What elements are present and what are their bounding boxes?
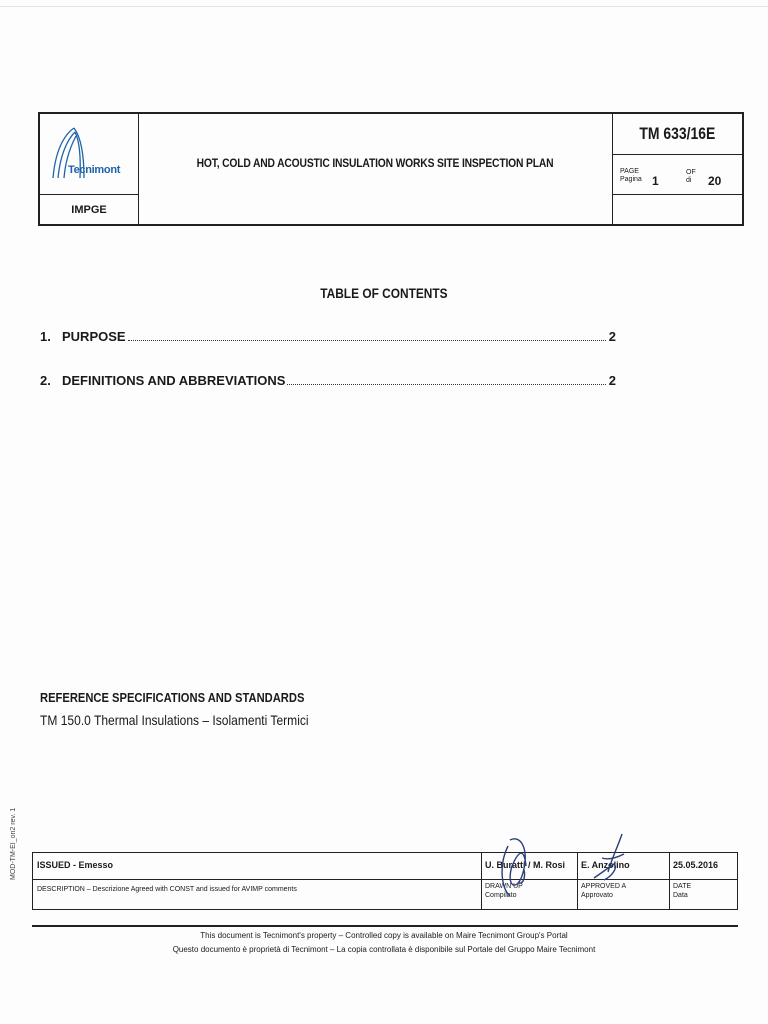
toc-entry-label: PURPOSE <box>62 329 126 344</box>
blank-cell <box>612 194 742 224</box>
signature-approved <box>578 828 638 888</box>
toc-leader-dots <box>128 339 606 341</box>
references-heading <box>40 690 347 705</box>
toc-entry-page: 2 <box>608 373 616 388</box>
drawn-by-names: U. Buratti / M. Rosi <box>485 860 566 870</box>
page-label-en: PAGE <box>620 168 639 175</box>
date-label-en: DATE <box>673 883 692 890</box>
logo-wordmark: Tecnimont <box>68 164 121 176</box>
of-label-en: OF <box>686 169 696 176</box>
toc-entry-number: 1. <box>40 329 51 344</box>
signature-drawn <box>488 826 548 906</box>
references-heading-text: REFERENCE SPECIFICATIONS AND STANDARDS <box>40 690 305 705</box>
footer-line-2: Questo documento è proprietà di Tecnimont – La copia controllata è disponibile sul Portale del Gruppo Maire Tecnimont <box>172 945 596 954</box>
toc-entry-label: DEFINITIONS AND ABBREVIATIONS <box>62 373 286 388</box>
toc-entry[interactable] <box>40 370 616 388</box>
toc-entry[interactable] <box>40 326 616 344</box>
doc-code-cell <box>612 114 742 155</box>
document-title: HOT, COLD AND ACOUSTIC INSULATION WORKS SITE INSPECTION PLAN <box>196 156 554 170</box>
approved-by-name: E. Anzolino <box>581 860 630 870</box>
footer-rule <box>32 925 738 927</box>
date-label-cell <box>669 879 737 909</box>
department-label: IMPGE <box>40 194 139 225</box>
drawn-label-en: DRAWN UP <box>485 883 523 890</box>
document-header <box>38 112 744 226</box>
date-label-it: Data <box>673 892 688 899</box>
top-scan-edge <box>0 6 768 7</box>
reference-item <box>40 712 352 728</box>
toc-title <box>0 285 768 301</box>
date-label <box>673 882 691 900</box>
approved-label-it: Approvato <box>581 892 613 899</box>
of-label <box>686 169 696 185</box>
toc-entry-number: 2. <box>40 373 51 388</box>
approved-label-en: APPROVED A <box>581 883 627 890</box>
total-pages: 20 <box>708 174 722 188</box>
issue-status: ISSUED - Emesso <box>37 860 114 870</box>
page-label-it: Pagina <box>620 176 642 183</box>
of-label-it: di <box>686 177 692 184</box>
drawn-label-it: Compilato <box>485 892 517 899</box>
title-cell <box>138 114 613 224</box>
logo-cell <box>40 114 139 194</box>
footer-line-1: This document is Tecnimont's property – Controlled copy is available on Maire Tecnimont Group's Portal <box>200 931 568 940</box>
page-number: 1 <box>652 174 659 188</box>
issue-date: 25.05.2016 <box>673 860 719 870</box>
reference-item-text: TM 150.0 Thermal Insulations – Isolamenti Termici <box>40 712 309 728</box>
date-cell <box>669 853 737 879</box>
form-code-vertical: MOD-TM-EI_ori2 rev. 1 <box>10 807 17 880</box>
tecnimont-logo-icon <box>40 114 136 192</box>
page-cell <box>612 154 742 195</box>
toc-entry-page: 2 <box>608 329 616 344</box>
document-code: TM 633/16E <box>639 124 715 143</box>
issue-description: DESCRIPTION – Descrizione Agreed with CONST and issued for AVIMP comments <box>37 886 297 893</box>
page-label <box>620 168 642 184</box>
toc-title-text: TABLE OF CONTENTS <box>320 285 448 301</box>
toc-leader-dots <box>287 383 606 385</box>
